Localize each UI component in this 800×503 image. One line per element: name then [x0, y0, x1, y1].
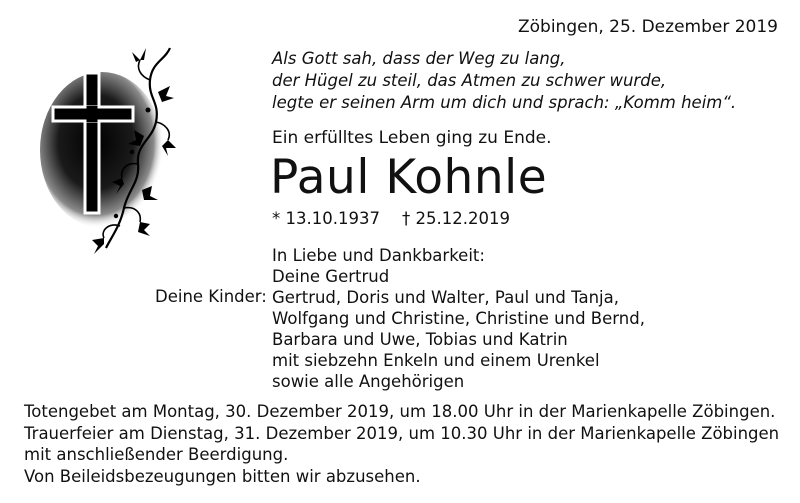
notice-line: mit anschließender Beerdigung.: [24, 445, 289, 464]
life-dates: [272, 209, 510, 228]
mourner-line: sowie alle Angehörigen: [272, 372, 465, 391]
deceased-name: Paul Kohnle: [270, 150, 548, 205]
cross-with-vine-icon: [40, 40, 190, 255]
funeral-notice: [24, 401, 779, 487]
mourners-list: [272, 245, 645, 392]
poem-line: legte er seinen Arm um dich und sprach: „Komm heim“.: [272, 93, 737, 112]
poem-line: der Hügel zu steil, das Atmen zu schwer wurde,: [272, 71, 667, 90]
mourner-line: Deine Gertrud: [272, 267, 390, 286]
mourner-line: Gertrud, Doris und Walter, Paul und Tanja,: [272, 288, 619, 307]
poem: [272, 48, 736, 114]
children-label: Deine Kinder:: [155, 287, 267, 306]
notice-line: Totengebet am Montag, 30. Dezember 2019, um 18.00 Uhr in der Marienkapelle Zöbingen.: [24, 402, 776, 421]
notice-line: Trauerfeier am Dienstag, 31. Dezember 2019, um 10.30 Uhr in der Marienkapelle Zöbingen: [24, 423, 780, 443]
death-date: † 25.12.2019: [401, 209, 510, 228]
mourner-line: mit siebzehn Enkeln und einem Urenkel: [272, 351, 600, 370]
intro-text: Ein erfülltes Leben ging zu Ende.: [272, 128, 552, 148]
mourner-line: Barbara und Uwe, Tobias und Katrin: [272, 330, 568, 349]
poem-line: Als Gott sah, dass der Weg zu lang,: [272, 49, 566, 68]
mourner-line: In Liebe und Dankbarkeit:: [272, 246, 485, 265]
birth-date: * 13.10.1937: [272, 209, 380, 228]
notice-line: Von Beileidsbezeugungen bitten wir abzusehen.: [24, 466, 421, 486]
place-date: Zöbingen, 25. Dezember 2019: [517, 17, 778, 37]
mourner-line: Wolfgang und Christine, Christine und Bernd,: [272, 309, 645, 328]
